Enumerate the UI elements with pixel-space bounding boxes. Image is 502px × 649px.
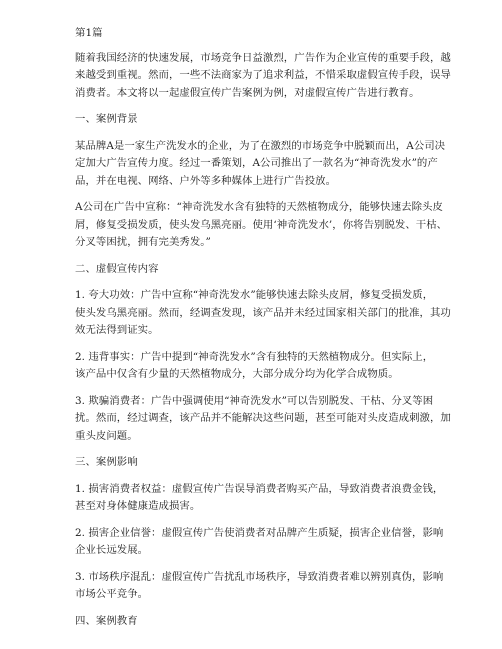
paragraph-line: 扰。然而，经过调查，该产品并不能解决这些问题，甚至可能对头皮造成刺激，加 <box>75 412 451 424</box>
paragraph-line: 定加大广告宣传力度。经过一番策划，A公司推出了一款名为“神奇洗发水”的产 <box>75 157 438 169</box>
paragraph-line: 企业长远发展。 <box>75 544 149 556</box>
paragraph-line: 该产品中仅含有少量的天然植物成分，大部分成分均为化学合成物质。 <box>75 368 399 380</box>
paragraph-line: 分叉等困扰，拥有完美秀发。” <box>75 236 211 248</box>
paragraph-line: 1. 损害消费者权益：虚假宣传广告误导消费者购买产品，导致消费者浪费金钱， <box>75 482 444 495</box>
intro-line: 来越受到重视。然而，一些不法商家为了追求利益，不惜采取虚假宣传手段，误导 <box>75 69 451 81</box>
section-heading: 二、虚假宣传内容 <box>75 262 159 275</box>
paragraph-line: 某品牌A是一家生产洗发水的企业，为了在激烈的市场竞争中脱颖而出，A公司决 <box>75 139 446 152</box>
section-heading: 一、案例背景 <box>75 113 138 125</box>
paragraph-line: 效无法得到证实。 <box>75 324 159 336</box>
paragraph-line: 3. 欺骗消费者：广告中强调使用“神奇洗发水”可以告别脱发、干枯、分叉等困 <box>75 394 434 407</box>
paragraph-line: 2. 损害企业信誉：虚假宣传广告使消费者对品牌产生质疑，损害企业信誉，影响 <box>75 526 444 539</box>
paragraph-line: 2. 违背事实：广告中提到“神奇洗发水”含有独特的天然植物成分。但实际上， <box>75 350 434 363</box>
paragraph-line: 使头发乌黑亮丽。然而，经调查发现，该产品并未经过国家相关部门的批准，其功 <box>75 306 451 319</box>
paragraph-line: 1. 夸大功效：广告中宣称“神奇洗发水”能够快速去除头皮屑，修复受损发质， <box>75 289 434 301</box>
section-heading: 四、案例教育 <box>75 614 138 627</box>
paragraph-line: 3. 市场秩序混乱：虚假宣传广告扰乱市场秩序，导致消费者难以辨别真伪，影响 <box>75 570 444 583</box>
paragraph-line: 屑，修复受损发质，使头发乌黑亮丽。使用‘神奇洗发水’，你将告别脱发、干枯、 <box>75 218 448 231</box>
part-title: 第1篇 <box>75 27 103 39</box>
paragraph-line: 市场公平竞争。 <box>75 588 149 600</box>
paragraph-line: A公司在广告中宣称：“神奇洗发水含有独特的天然植物成分，能够快速去除头皮 <box>75 201 443 213</box>
paragraph-line: 品，并在电视、网络、户外等多种媒体上进行广告投放。 <box>75 174 337 187</box>
paragraph-line: 重头皮问题。 <box>75 429 138 442</box>
paragraph-line: 甚至对身体健康造成损害。 <box>75 500 201 512</box>
intro-line: 随着我国经济的快速发展，市场竞争日益激烈，广告作为企业宣传的重要手段，越 <box>75 51 451 64</box>
section-heading: 三、案例影响 <box>75 456 138 468</box>
intro-line: 消费者。本文将以一起虚假宣传广告案例为例，对虚假宣传广告进行教育。 <box>75 86 420 99</box>
